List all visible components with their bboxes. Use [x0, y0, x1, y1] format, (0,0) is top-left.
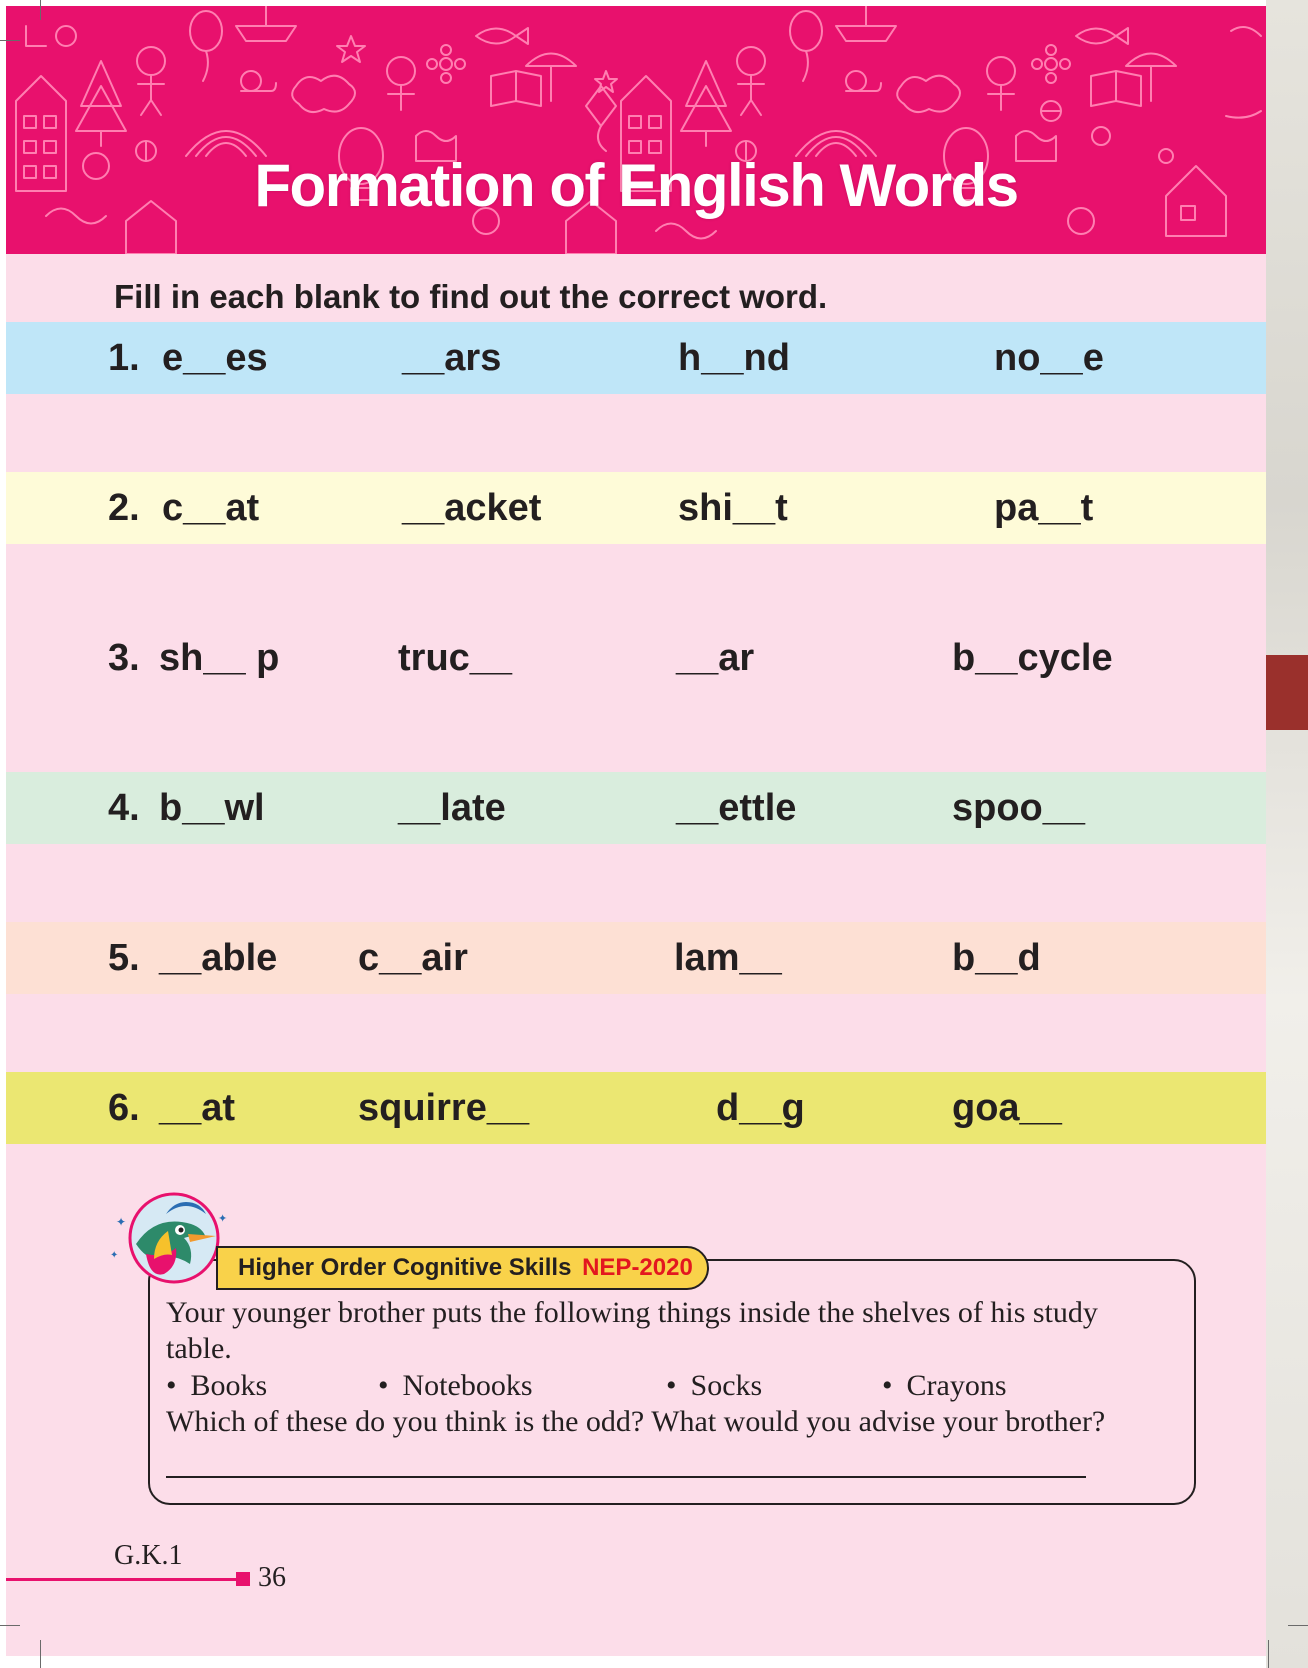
hocs-item: • Books: [166, 1369, 268, 1402]
hocs-item: • Notebooks: [378, 1369, 533, 1402]
word-blank: b__d: [952, 937, 1041, 979]
hocs-item: • Socks: [666, 1369, 763, 1402]
exercise-row-4: [6, 772, 1266, 844]
word-blank: b__wl: [159, 787, 265, 829]
row-number: 6.: [108, 1087, 140, 1129]
page-number: 36: [258, 1562, 286, 1593]
exercise-row-2: [6, 472, 1266, 544]
worksheet-page: [6, 6, 1266, 1656]
hocs-item: • Crayons: [882, 1369, 1007, 1402]
word-blank: c__at: [162, 487, 260, 529]
word-blank: lam__: [674, 937, 782, 979]
hocs-question-line-2: table.: [166, 1332, 232, 1365]
word-blank: __ettle: [676, 787, 797, 829]
book-label: G.K.1: [114, 1540, 183, 1571]
row-number: 3.: [108, 637, 140, 679]
word-blank: h__nd: [678, 337, 790, 379]
hocs-question-line-1: Your younger brother puts the following things inside the shelves of his study: [166, 1296, 1098, 1329]
crop-mark: [1288, 1625, 1308, 1626]
crop-mark: [40, 1640, 41, 1668]
exercise-row-3: [6, 622, 1266, 694]
adjacent-page-photo: [1266, 0, 1308, 1668]
crop-mark: [0, 1625, 20, 1626]
hocs-label-text: Higher Order Cognitive Skills: [238, 1254, 572, 1281]
row-number: 1.: [108, 337, 140, 379]
word-blank: squirre__: [358, 1087, 530, 1129]
exercise-row-1: [6, 322, 1266, 394]
svg-text:✦: ✦: [110, 1250, 119, 1261]
word-blank: spoo__: [952, 787, 1086, 829]
row-number: 5.: [108, 937, 140, 979]
exercise-row-6: [6, 1072, 1266, 1144]
svg-text:✦: ✦: [218, 1212, 228, 1225]
word-blank: b__cycle: [952, 637, 1113, 679]
word-blank: truc__: [398, 637, 513, 679]
word-blank: __ars: [402, 337, 502, 379]
instruction-text: Fill in each blank to find out the correct word.: [114, 278, 828, 315]
word-blank: __ar: [676, 637, 755, 679]
title-banner: [6, 6, 1266, 254]
row-number: 4.: [108, 787, 140, 829]
answer-line: [166, 1476, 1086, 1478]
word-blank: sh__ p: [159, 637, 280, 679]
crop-mark: [1268, 1640, 1269, 1668]
word-blank: c__air: [358, 937, 468, 979]
crop-mark: [0, 40, 20, 41]
word-blank: d__g: [716, 1087, 805, 1129]
nep-tag: NEP-2020: [582, 1254, 693, 1281]
word-blank: __able: [159, 937, 278, 979]
hocs-label: [216, 1246, 709, 1290]
word-blank: __at: [159, 1087, 236, 1129]
word-blank: e__es: [162, 337, 268, 379]
svg-text:✦: ✦: [116, 1215, 127, 1229]
crop-mark: [40, 0, 41, 20]
hocs-question-line-3: Which of these do you think is the odd? What would you advise your brother?: [166, 1405, 1106, 1438]
row-number: 2.: [108, 487, 140, 529]
word-blank: __late: [398, 787, 506, 829]
word-blank: shi__t: [678, 487, 788, 529]
exercise-row-5: [6, 922, 1266, 994]
word-blank: __acket: [402, 487, 542, 529]
word-blank: goa__: [952, 1087, 1062, 1129]
page-edge-tab: [1266, 655, 1308, 730]
footer-rule: [6, 1578, 236, 1581]
word-blank: pa__t: [994, 487, 1094, 529]
page-title: Formation of English Words: [254, 152, 1018, 219]
word-blank: no__e: [994, 337, 1104, 379]
footer-square: [236, 1572, 250, 1586]
